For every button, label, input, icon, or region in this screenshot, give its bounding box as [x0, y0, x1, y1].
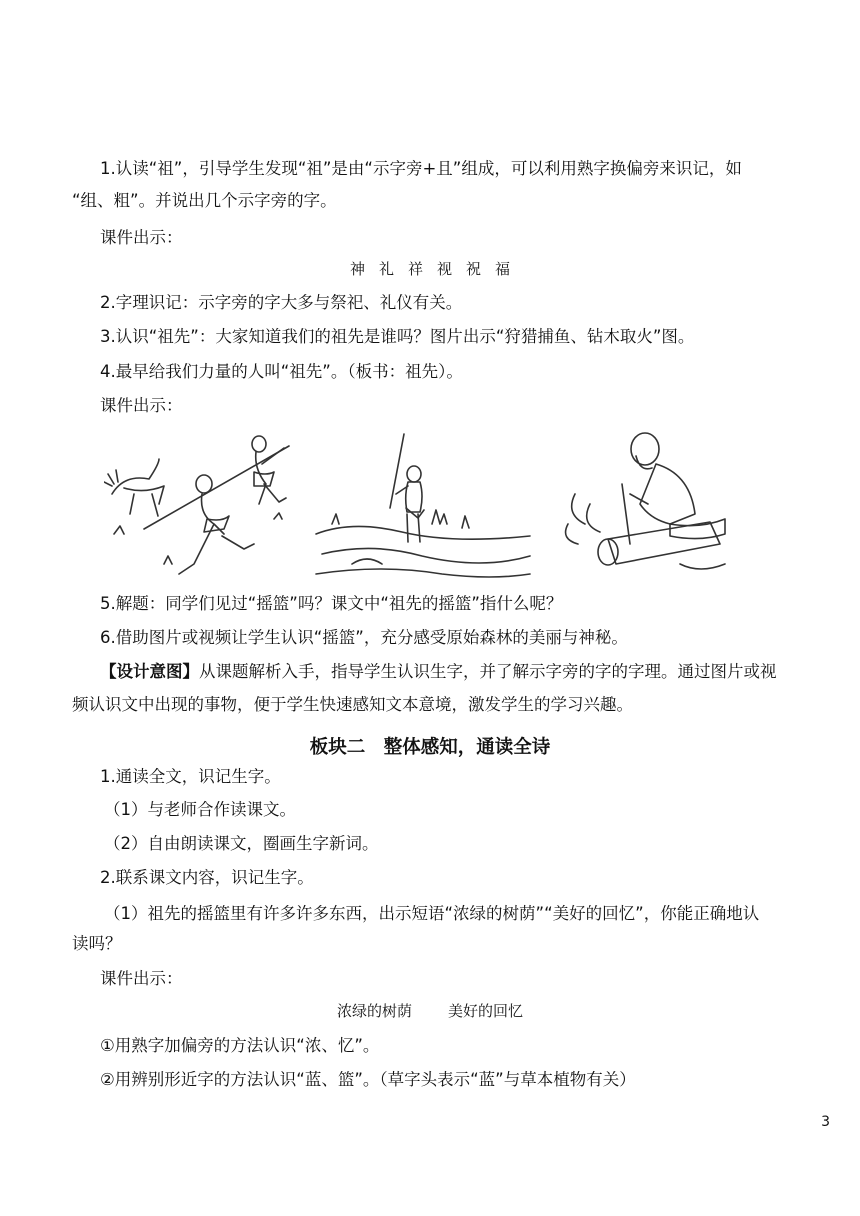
fishing-illustration: [312, 424, 534, 584]
character-list: [0, 258, 860, 279]
courseware-label: 课件出示：: [100, 969, 183, 988]
phrase: 美好的回忆: [448, 1002, 524, 1020]
paragraph-line: ①用熟字加偏旁的方法认识“浓、忆”。: [100, 1036, 380, 1055]
paragraph-line: （2）自由朗读课文，圈画生字新词。: [104, 834, 379, 853]
character: 视: [437, 260, 453, 278]
character: 礼: [378, 260, 394, 278]
paragraph-line: 2.字理识记：示字旁的字大多与祭祀、礼仪有关。: [100, 293, 463, 312]
paragraph-line: （1）与老师合作读课文。: [104, 800, 296, 819]
paragraph-line: 3.认识“祖先”：大家知道我们的祖先是谁吗？图片出示“狩猎捕鱼、钻木取火”图。: [100, 327, 695, 346]
character: 祝: [466, 260, 482, 278]
hunting-illustration: [104, 424, 304, 584]
fire-making-illustration: [560, 424, 730, 584]
character: 福: [495, 260, 511, 278]
design-intent-line: [100, 660, 777, 684]
paragraph-line: 2.联系课文内容，识记生字。: [100, 868, 314, 887]
page-number: 3: [821, 1114, 830, 1130]
paragraph-line: 1.认读“祖”，引导学生发现“祖”是由“示字旁+且”组成，可以利用熟字换偏旁来识记，如: [100, 159, 742, 178]
paragraph-line: 4.最早给我们力量的人叫“祖先”。（板书：祖先）。: [100, 362, 463, 381]
design-intent-label: 【设计意图】: [100, 662, 199, 681]
courseware-label: 课件出示：: [100, 396, 183, 415]
phrase-list: [0, 1000, 860, 1021]
paragraph-line: ②用辨别形近字的方法认识“蓝、篮”。（草字头表示“蓝”与草本植物有关）: [100, 1070, 636, 1089]
phrase: 浓绿的树荫: [336, 1002, 412, 1020]
design-intent-text: 从课题解析入手，指导学生认识生字，并了解示字旁的字的字理。通过图片或视: [199, 662, 777, 681]
paragraph-line: （1）祖先的摇篮里有许多许多东西，出示短语“浓绿的树荫”“美好的回忆”，你能正确地认: [104, 904, 760, 923]
character: 神: [349, 260, 365, 278]
paragraph-line: 1.通读全文，识记生字。: [100, 767, 281, 786]
paragraph-line: 5.解题：同学们见过“摇篮”吗？课文中“祖先的摇篮”指什么呢？: [100, 594, 563, 613]
character: 祥: [407, 260, 423, 278]
paragraph-line: “组、粗”。并说出几个示字旁的字。: [72, 191, 337, 210]
section-title: 板块二 整体感知，通读全诗: [309, 737, 551, 758]
design-intent-line: 频认识文中出现的事物，便于学生快速感知文本意境，激发学生的学习兴趣。: [72, 695, 633, 714]
courseware-label: 课件出示：: [100, 228, 183, 247]
paragraph-line: 读吗？: [72, 934, 122, 953]
paragraph-line: 6.借助图片或视频让学生认识“摇篮”，充分感受原始森林的美丽与神秘。: [100, 628, 628, 647]
